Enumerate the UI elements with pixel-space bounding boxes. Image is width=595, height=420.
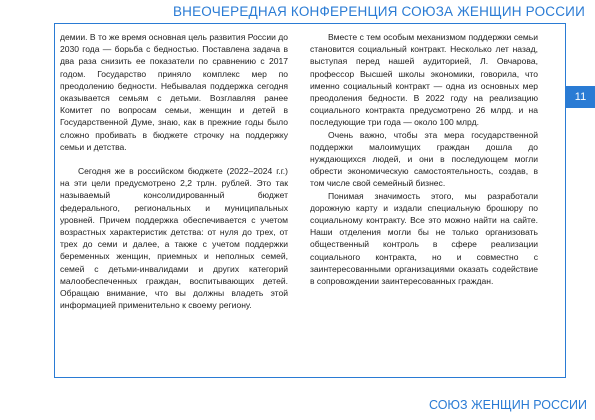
- right-paragraph-1: Вместе с тем особым механизмом поддержки семьи становится социальный контракт. Несколько лет назад, выступая перед нашей аудиторией, Л. Овчарова, профессор Высшей школы экономики, говорила, что именно социальный контракт — одна из основных мер преодоления бедности. В 2022 году на реализацию социального контракта предусмотрено 26 млрд. и на последующие три года — около 100 млрд.: [310, 32, 538, 128]
- right-text-column: [310, 31, 538, 287]
- left-paragraph-2: Сегодня же в российском бюджете (2022–2024 г.г.) на эти цели предусмотрено 2,2 трлн. рублей. Это так называемый консолидированный бюджет федерального, региональных и муниципальных уровней. Причем поддержка обеспечивается с учетом возрастных характеристик детства: от нуля до трех, от трех до семи и далее, а также с учетом поддержки беременных женщин, приемных и неполных семей, семей с детьми-инвалидами и других категорий малообеспеченных граждан, воспитывающих детей. Обращаю внимание, что вы должны владеть этой информацией применительно к своему региону.: [60, 166, 288, 311]
- running-header-title: ВНЕОЧЕРЕДНАЯ КОНФЕРЕНЦИЯ СОЮЗА ЖЕНЩИН РОССИИ: [172, 4, 585, 19]
- left-text-column: [60, 31, 288, 311]
- left-paragraph-1: демии. В то же время основная цель развития России до 2030 года — борьба с бедностью. Поставлена задача в два раза снизить ее показатели по сравнению с 2017 годом. Государство приняло комплекс мер по преодолению бедности. Небывалая поддержка сегодня оказывается семьям с детьми. Возглавляя ранее Комитет по вопросам семьи, женщин и детей в Государственной Думе, знаю, как в прежние годы было сложно пробивать в бюджете строчку на поддержку семьи и детства.: [60, 32, 288, 152]
- page-frame: [54, 23, 566, 378]
- right-paragraph-2: Очень важно, чтобы эта мера государственной поддержки малоимущих граждан дошла до нуждающихся людей, и они в последующем могли обрести экономическую самостоятельность, создав, в том числе свой семейный бизнес.: [310, 129, 538, 189]
- running-footer-title: СОЮЗ ЖЕНЩИН РОССИИ: [428, 398, 587, 412]
- page-number-tab: 11: [566, 86, 595, 108]
- right-paragraph-3: Понимая значимость этого, мы разработали дорожную карту и издали специальную брошюру по социальному контракту. Все это можно найти на сайте. Наши отделения могли бы не только организовать общественный контроль в сфере реализации социального контракта, но и совместно с заинтересованными организациями оказать содействие в сопровождении заинтересованных граждан.: [310, 190, 538, 287]
